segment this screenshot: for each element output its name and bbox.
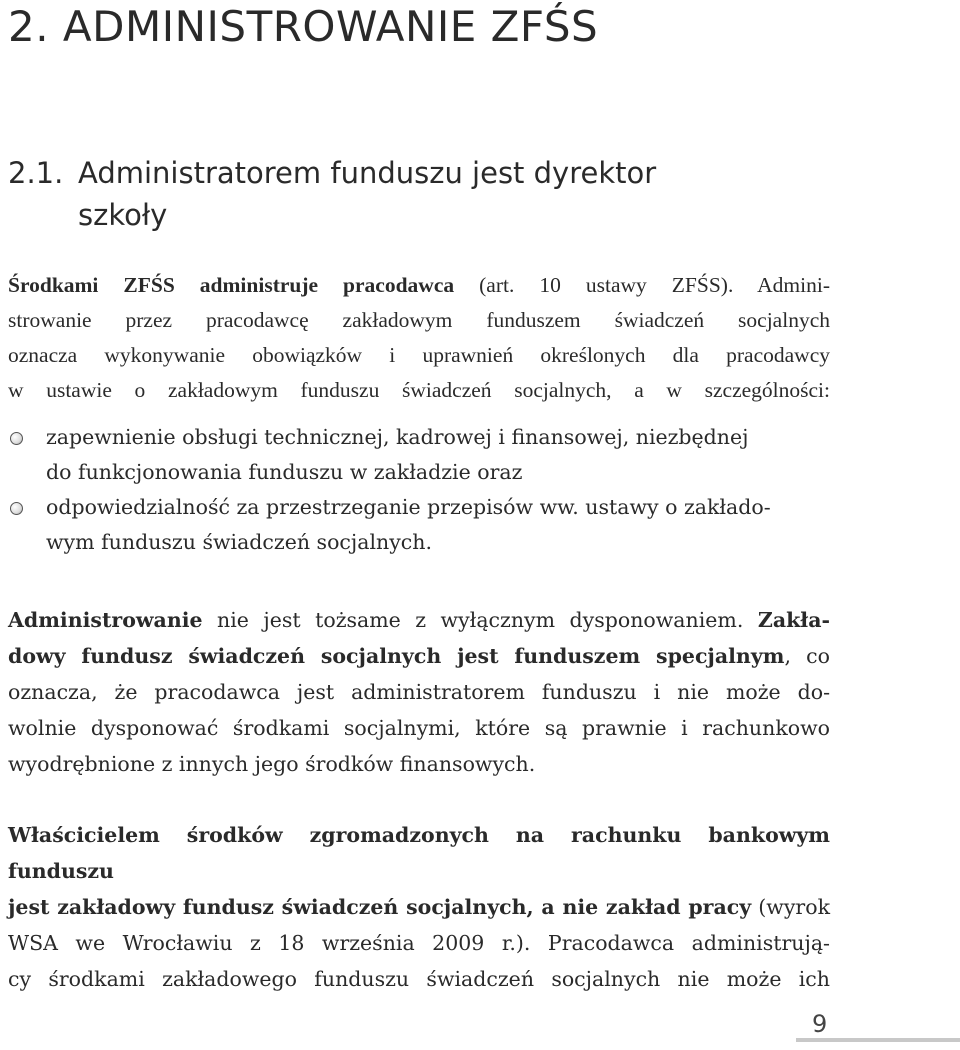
paragraph-3-bold-2: jest zakładowy fundusz świadczeń socjalnych, a nie zakład pracy	[8, 895, 752, 919]
bullet-1-line-2: do funkcjonowania funduszu w zakładzie oraz	[46, 460, 523, 484]
paragraph-2-line-4: wolnie dysponować środkami socjalnymi, które są prawnie i rachunkowo	[8, 716, 830, 740]
paragraph-1-line-1	[8, 268, 830, 303]
chapter-heading: 2. ADMINISTROWANIE ZFŚS	[8, 2, 599, 51]
paragraph-2-text-2: , co	[784, 644, 831, 668]
paragraph-2-line-1	[8, 602, 830, 638]
paragraph-3-line-2	[8, 889, 830, 925]
section-title-line-1: Administratorem funduszu jest dyrektor	[78, 156, 657, 190]
bullet-icon	[10, 502, 23, 515]
paragraph-2-text-1: nie jest tożsame z wyłącznym dysponowaniem.	[202, 608, 758, 632]
list-item	[8, 420, 830, 490]
paragraph-1	[8, 268, 830, 408]
paragraph-2-bold-3: dowy fundusz świadczeń socjalnych jest funduszem specjalnym	[8, 644, 785, 668]
paragraph-1-line-4: w ustawie o zakładowym funduszu świadczeń socjalnych, a w szczególności:	[8, 378, 830, 402]
footer-rule	[796, 1038, 960, 1042]
paragraph-1-bold: Środkami ZFŚS administruje pracodawca	[8, 273, 455, 297]
paragraph-2-line-2	[8, 638, 830, 674]
paragraph-2-bold-2: Zakła-	[757, 608, 830, 632]
paragraph-2	[8, 602, 830, 782]
section-number: 2.1.	[8, 156, 64, 190]
paragraph-3-text-2: (wyrok	[751, 895, 830, 919]
bullet-2-line-1: odpowiedzialność za przestrzeganie przepisów ww. ustawy o zakłado-	[46, 495, 771, 519]
paragraph-2-bold-1: Administrowanie	[8, 608, 203, 632]
bullet-list	[8, 420, 830, 560]
list-item	[8, 490, 830, 560]
paragraph-3-bold-1: Właścicielem środków zgromadzonych na rachunku bankowym funduszu	[8, 823, 830, 883]
paragraph-1-text: (art. 10 ustawy ZFŚS). Admini-	[454, 273, 830, 297]
paragraph-2-line-3: oznacza, że pracodawca jest administratorem funduszu i nie może do-	[8, 680, 830, 704]
paragraph-3-line-1	[8, 817, 830, 889]
paragraph-3-line-3: WSA we Wrocławiu z 18 września 2009 r.). Pracodawca administrują-	[8, 931, 830, 955]
page-number: 9	[812, 1010, 828, 1038]
section-heading	[8, 152, 656, 236]
paragraph-3	[8, 817, 830, 997]
section-title-line-2: szkoły	[78, 198, 168, 232]
bullet-2-line-2: wym funduszu świadczeń socjalnych.	[46, 530, 433, 554]
bullet-1-line-1: zapewnienie obsługi technicznej, kadrowej i finansowej, niezbędnej	[46, 425, 749, 449]
bullet-icon	[10, 432, 23, 445]
paragraph-3-line-4: cy środkami zakładowego funduszu świadczeń socjalnych nie może ich	[8, 967, 830, 991]
paragraph-1-line-3: oznacza wykonywanie obowiązków i uprawnień określonych dla pracodawcy	[8, 343, 830, 367]
paragraph-2-line-5: wyodrębnione z innych jego środków finansowych.	[8, 752, 536, 776]
paragraph-1-line-2: strowanie przez pracodawcę zakładowym funduszem świadczeń socjalnych	[8, 308, 830, 332]
